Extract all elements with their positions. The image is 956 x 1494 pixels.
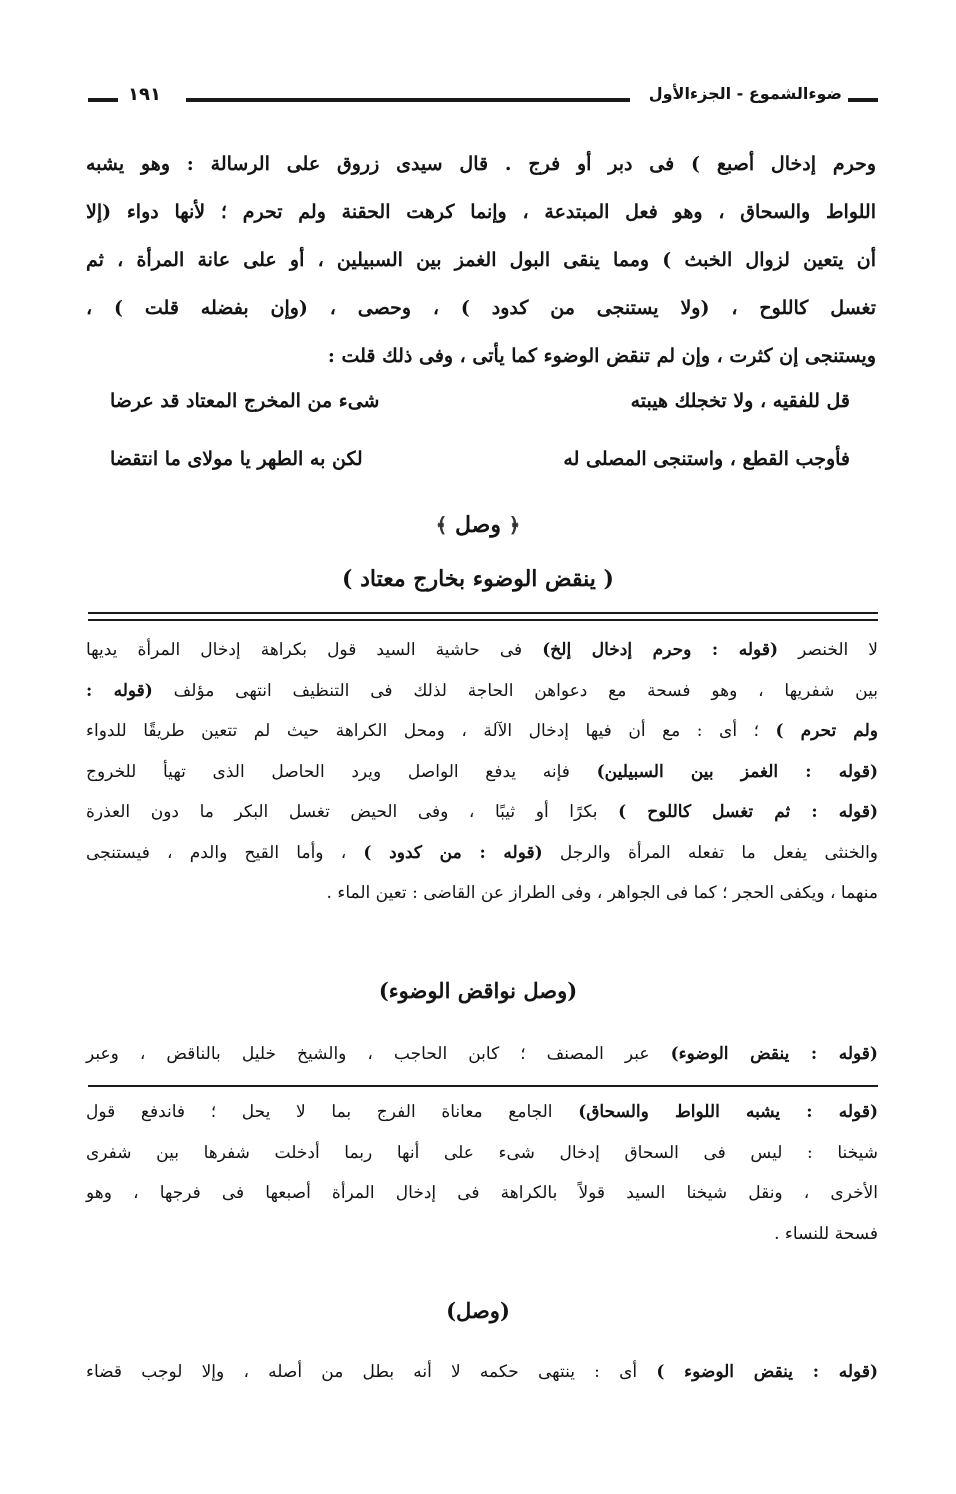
poem <box>110 390 850 506</box>
main-text-line: وحرم إدخال أصبع ) فى دبر أو فرج . قال سيدى زروق على الرسالة : وهو يشبه <box>86 153 876 175</box>
header-dash-right <box>848 98 878 102</box>
verse-first-hemistich: قل للفقيه ، ولا تخجلك هيبته <box>630 390 850 412</box>
text-line <box>86 711 878 752</box>
quoted-lemma: (قوله : ثم تغسل كاللوح ) <box>618 802 879 822</box>
commentary-block <box>86 630 878 914</box>
running-header <box>88 82 878 116</box>
text-line <box>86 792 878 833</box>
text-line <box>86 630 878 671</box>
main-text-line: تغسل كاللوح ، (ولا يستنجى من كدود ) ، وحصى ، (وإن بفضله قلت ) ، <box>86 297 876 319</box>
text-run: منهما ، ويكفى الحجر ؛ كما فى الجواهر ، وفى الطراز عن القاضى : تعين الماء . <box>326 883 878 903</box>
text-run: فإنه يدفع الواصل ويرد الحاصل الذى تهيأ للخروج <box>86 761 597 782</box>
quoted-lemma: (قوله : من كدود ) <box>363 842 543 863</box>
gloss-separator <box>88 1085 878 1087</box>
text-run: بكرًا أو ثيبًا ، وفى الحيض تغسل البكر ما دون العذرة <box>86 802 619 822</box>
main-text <box>86 140 876 380</box>
main-text-line: اللواط والسحاق ، وهو فعل المبتدعة ، وإنما كرهت الحقنة ولم تحرم ؛ لأنها دواء (إلا <box>86 201 876 223</box>
text-line <box>86 1034 878 1075</box>
text-run: فى حاشية السيد قول بكراهة إدخال المرأة يديها <box>86 640 543 660</box>
header-rule <box>186 98 630 102</box>
verse-second-hemistich: شىء من المخرج المعتاد قد عرضا <box>110 390 380 412</box>
text-line <box>86 1092 878 1133</box>
gloss-block <box>86 1092 878 1254</box>
commentary-section-heading: (وصل نواقض الوضوء) <box>378 978 578 1003</box>
header-dash-left <box>88 98 118 102</box>
quoted-lemma: (قوله : ينقض الوضوء) <box>670 1044 878 1064</box>
text-line <box>86 1133 878 1174</box>
text-line <box>86 752 878 793</box>
text-run: ، وأما القيح والدم ، فيستنجى <box>86 842 364 863</box>
section-subheading: ( ينقض الوضوء بخارج معتاد ) <box>342 566 614 592</box>
text-run: الأخرى ، ونقل شيخنا السيد قولاً بالكراهة فى إدخال المرأة أصبعها فى فرجها ، وهو <box>86 1183 878 1203</box>
verse-first-hemistich: فأوجب القطع ، واستنجى المصلى له <box>563 448 850 470</box>
text-line <box>86 1214 878 1255</box>
text-line <box>86 873 878 914</box>
gloss-block <box>86 1352 878 1393</box>
page-number: ١٩١ <box>128 84 161 105</box>
main-text-line: ويستنجى إن كثرت ، وإن لم تنقض الوضوء كما يأتى ، وفى ذلك قلت : <box>327 345 876 367</box>
text-run: والخنثى يفعل ما تفعله المرأة والرجل <box>542 842 878 863</box>
text-line <box>86 1173 878 1214</box>
commentary-separator <box>88 612 878 621</box>
ornament-open-icon: ﴿ <box>508 513 521 537</box>
text-run: أى : ينتهى حكمه لا أنه بطل من أصله ، وإلا لوجب قضاء <box>86 1362 657 1382</box>
text-line <box>86 1352 878 1393</box>
text-run: ؛ أى : مع أن فيها إدخال الآلة ، ومحل الكراهة حيث لم تتعين طريقًا للدواء <box>86 721 776 741</box>
quoted-lemma: (قوله : يشبه اللواط والسحاق) <box>578 1102 878 1122</box>
quoted-lemma: (قوله : الغمز بين السبيلين) <box>596 761 878 782</box>
text-run: شيخنا : ليس فى السحاق إدخال شىء على أنها ربما أدخلت شفرها بين شفرى <box>86 1142 878 1163</box>
gloss-section-heading: (وصل) <box>446 1298 510 1323</box>
ornament-close-icon: ﴾ <box>435 513 448 537</box>
text-line <box>86 833 878 874</box>
text-run: الجامع معاناة الفرج بما لا يحل ؛ فاندفع قول <box>86 1102 579 1122</box>
section-heading-text: وصل <box>455 512 501 538</box>
commentary-block <box>86 1034 878 1075</box>
quoted-lemma: (قوله : ينقض الوضوء ) <box>656 1362 878 1382</box>
verse-second-hemistich: لكن به الطهر يا مولاى ما انتقضا <box>110 448 363 470</box>
quoted-lemma: ولم تحرم ) <box>775 721 878 741</box>
quoted-lemma: (قوله : وحرم إدخال إلخ) <box>542 640 779 660</box>
book-title: ضوءالشموع - الجزءالأول <box>648 84 842 103</box>
text-run: فسحة للنساء . <box>774 1223 878 1244</box>
text-run: عبر المصنف ؛ كابن الحاجب ، والشيخ خليل بالناقض ، وعبر <box>86 1044 671 1064</box>
section-heading <box>0 512 956 538</box>
text-line <box>86 671 878 712</box>
text-run: بين شفريها ، وهو فسحة مع دعواهن الحاجة لذلك فى التنظيف انتهى مؤلف <box>152 680 878 701</box>
quoted-lemma: (قوله : <box>86 680 153 701</box>
poem-verse <box>110 448 850 506</box>
poem-verse <box>110 390 850 448</box>
text-run: لا الخنصر <box>778 640 878 660</box>
main-text-line: أن يتعين لزوال الخبث ) ومما ينقى البول الغمز بين السبيلين ، أو على عانة المرأة ، ثم <box>86 249 876 271</box>
